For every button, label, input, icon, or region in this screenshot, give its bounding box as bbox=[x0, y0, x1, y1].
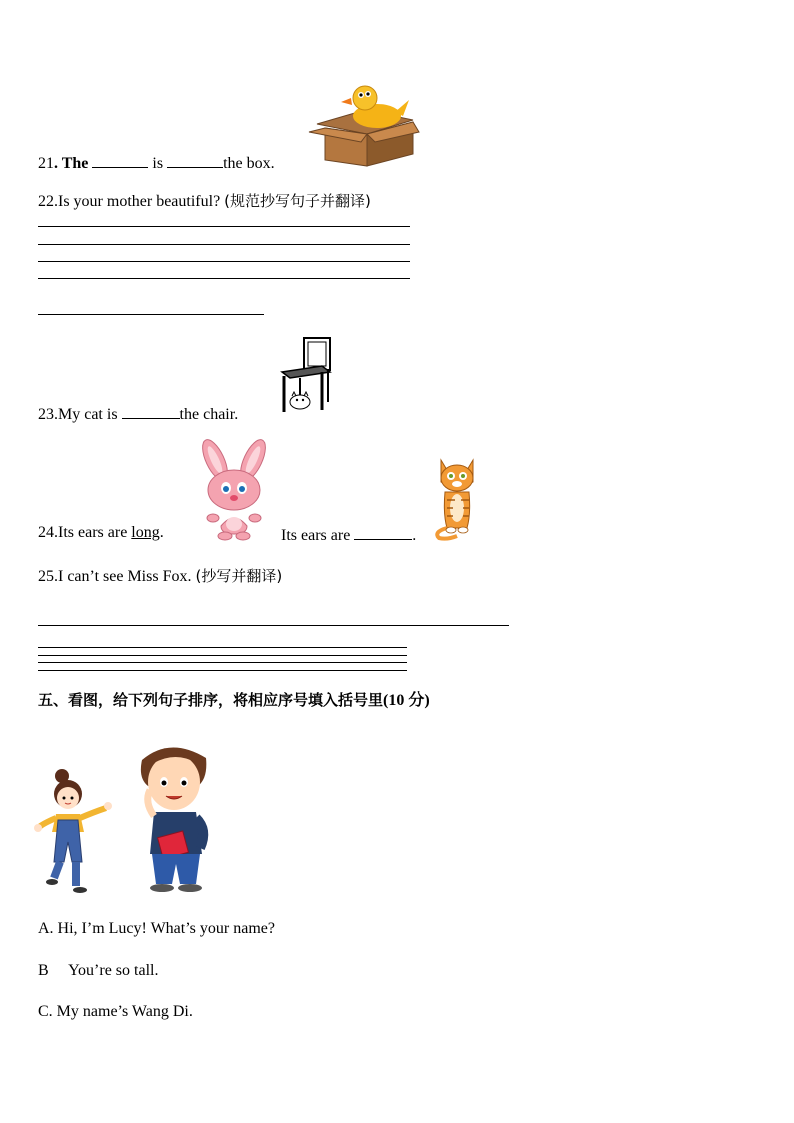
q24-text-b: . bbox=[159, 524, 164, 541]
q24-blank[interactable] bbox=[354, 523, 412, 540]
q21-number: 21 bbox=[38, 155, 54, 172]
q21-blank-1[interactable] bbox=[92, 151, 148, 168]
q22-text: 22.Is your mother beautiful? bbox=[38, 193, 221, 210]
q24-line-right bbox=[281, 523, 416, 546]
q23-blank[interactable] bbox=[122, 402, 180, 419]
q24-line-left bbox=[38, 523, 164, 543]
q25-note: (抄写并翻译) bbox=[195, 567, 283, 585]
q21-blank-2[interactable] bbox=[167, 151, 223, 168]
section5-score: (10 分) bbox=[383, 692, 430, 709]
section5-heading bbox=[38, 690, 430, 711]
q25-line bbox=[38, 566, 282, 587]
q24-text-c: Its ears are bbox=[281, 527, 351, 544]
option-b: B You’re so tall. bbox=[38, 962, 159, 979]
q23-line bbox=[38, 402, 238, 425]
q23-text-a: 23.My cat is bbox=[38, 406, 118, 423]
q22-answer-line-1[interactable] bbox=[38, 226, 410, 227]
section5-title: 五、看图，给下列句子排序，将相应序号填入括号里 bbox=[38, 691, 384, 709]
q21-text-c: the box. bbox=[223, 155, 275, 172]
option-a: A. Hi, I’m Lucy! What’s your name? bbox=[38, 920, 275, 937]
q25-answer-line-5[interactable] bbox=[38, 670, 407, 671]
duck-in-box-image bbox=[305, 82, 423, 168]
q23-text-b: the chair. bbox=[179, 406, 239, 423]
q25-text: 25.I can’t see Miss Fox. bbox=[38, 568, 192, 585]
q21-text-a: . The bbox=[54, 155, 89, 172]
q21-line bbox=[38, 151, 275, 174]
q24-text-a: 24.Its ears are bbox=[38, 524, 128, 541]
rabbit-image bbox=[193, 438, 275, 540]
q24-text-d: . bbox=[412, 527, 417, 544]
option-c: C. My name’s Wang Di. bbox=[38, 1003, 193, 1020]
q24-underlined-word: long bbox=[131, 524, 160, 541]
cat-image bbox=[433, 452, 481, 540]
q25-answer-line-2[interactable] bbox=[38, 647, 407, 648]
q22-answer-line-4[interactable] bbox=[38, 278, 410, 279]
q22-line bbox=[38, 191, 371, 212]
q25-answer-line-1[interactable] bbox=[38, 625, 509, 626]
q22-answer-line-5[interactable] bbox=[38, 314, 264, 315]
girl-and-boy-image bbox=[36, 738, 218, 894]
q25-answer-line-4[interactable] bbox=[38, 662, 407, 663]
q22-answer-line-2[interactable] bbox=[38, 244, 410, 245]
q25-answer-line-3[interactable] bbox=[38, 655, 407, 656]
q22-answer-line-3[interactable] bbox=[38, 261, 410, 262]
q22-note: (规范抄写句子并翻译) bbox=[224, 192, 371, 210]
cat-under-chair-image bbox=[278, 336, 334, 416]
q21-text-b: is bbox=[152, 155, 164, 172]
